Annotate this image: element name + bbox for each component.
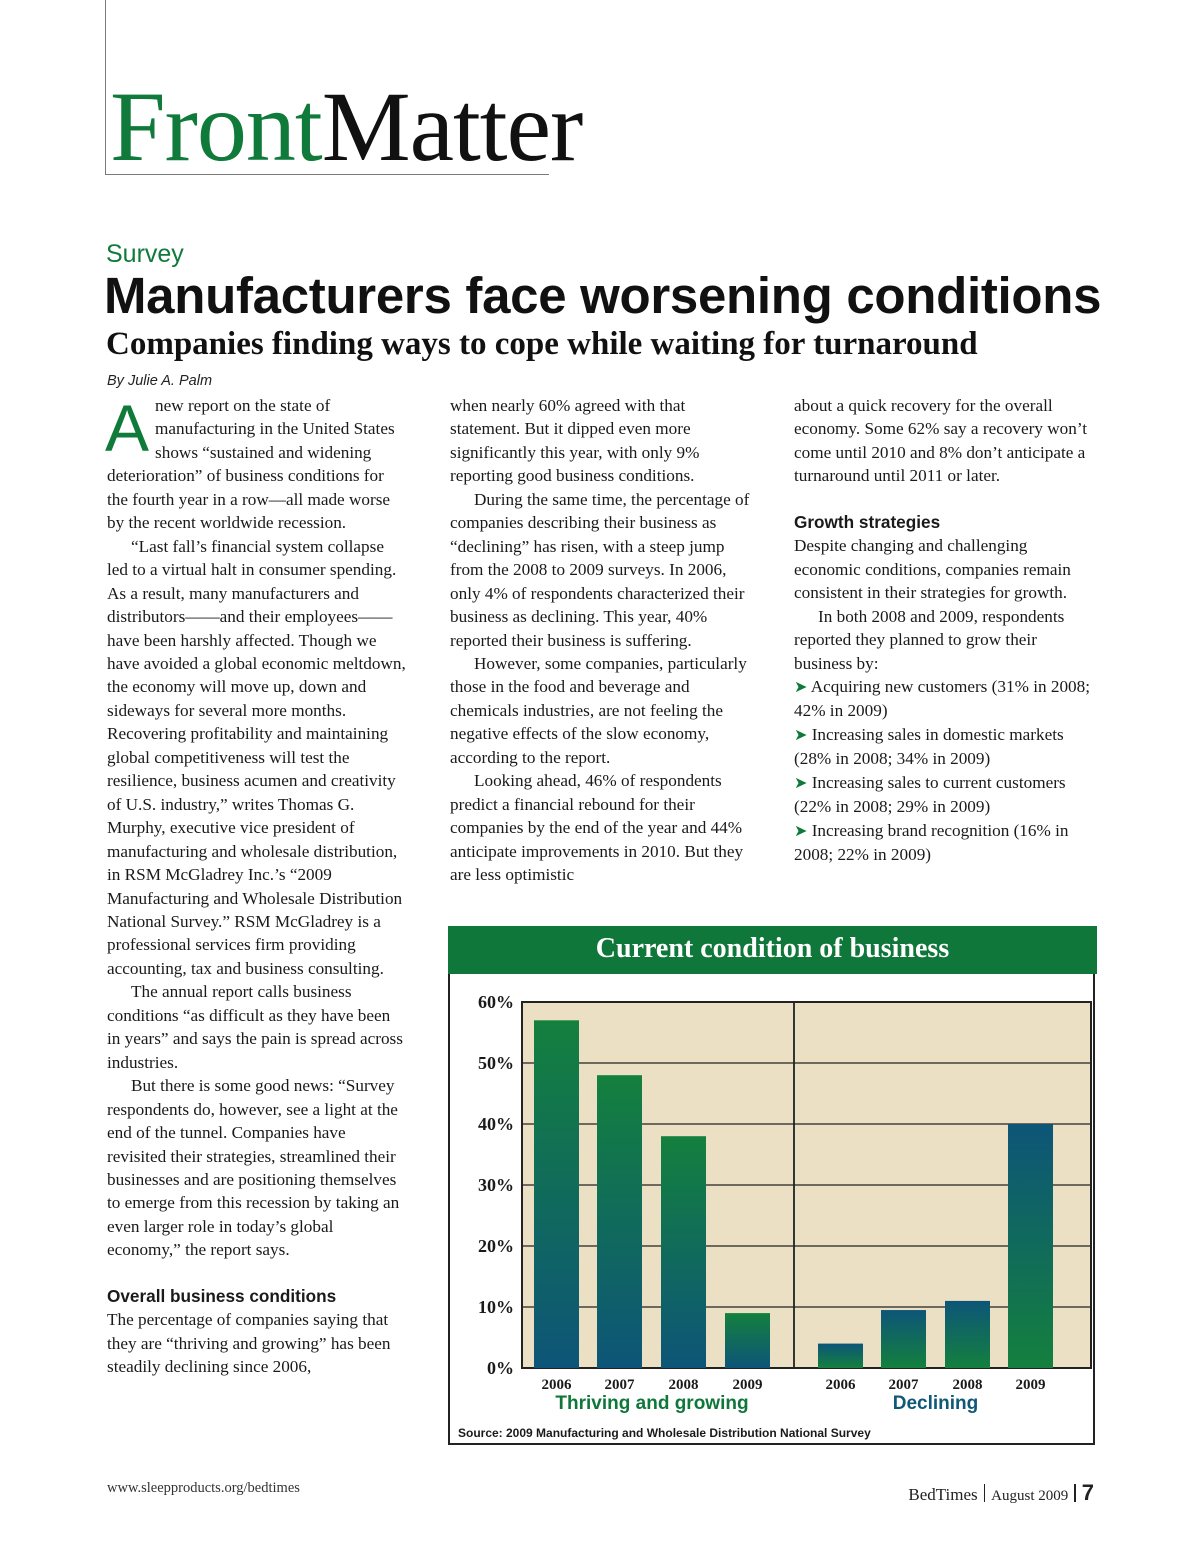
y-tick-label: 30% — [478, 1175, 514, 1195]
chart-source: Source: 2009 Manufacturing and Wholesale Distribution National Survey — [458, 1426, 871, 1440]
article-column-2 — [450, 394, 755, 887]
bullet-item — [794, 675, 1094, 723]
article-deck: Companies finding ways to cope while waiting for turnaround — [106, 326, 978, 362]
bar-2007 — [881, 1310, 926, 1368]
paragraph: “Last fall’s financial system collapse led to a virtual halt in consumer spending. As a result, many manufacturers and distributors——and their employees——have been harshly affected. Though we have avoided a global economic meltdown, the economy will move up, down and sideways for several more months. Recovering profitability and maintaining global competitiveness will test the resilience, business acumen and creativity of U.S. industry,” writes Thomas G. Murphy, executive vice president of manufacturing and wholesale distribution, in RSM McGladrey Inc.’s “2009 Manufacturing and Wholesale Distribution National Survey.” RSM McGladrey is a professional services firm providing accounting, tax and business consulting. — [107, 536, 406, 978]
paragraph: In both 2008 and 2009, respondents reported they planned to grow their business by: — [794, 606, 1065, 673]
bar-2008 — [661, 1136, 706, 1368]
article-kicker: Survey — [106, 240, 184, 268]
paragraph: The annual report calls business conditions “as difficult as they have been in years” and says the pain is spread across industries. — [107, 982, 403, 1072]
footer-url: www.sleepproducts.org/bedtimes — [107, 1480, 300, 1496]
x-tick-label: 2007 — [888, 1377, 919, 1393]
paragraph-text: new report on the state of manufacturing in the United States shows “sustained and widening deterioration” of business conditions for the fourth year in a row—all made worse by the recent worldwide recession. — [107, 396, 395, 533]
x-tick-label: 2007 — [604, 1377, 635, 1393]
chart-title: Current condition of business — [448, 926, 1097, 974]
paragraph: However, some companies, particularly those in the food and beverage and chemicals industries, are not feeling the negative effects of the slow economy, according to the report. — [450, 653, 747, 767]
paragraph: But there is some good news: “Survey respondents do, however, see a light at the end of the tunnel. Companies have revisited their strategies, streamlined their businesses and are positioning themselves to emerge from this recession by taking an even larger role in today’s global economy,” the report says. — [107, 1076, 400, 1260]
arrow-bullet-icon: ➤ — [794, 822, 808, 840]
page-number: 7 — [1081, 1480, 1094, 1505]
footer-issue: August 2009 — [991, 1488, 1069, 1504]
masthead-vertical-rule — [105, 0, 106, 175]
paragraph: Looking ahead, 46% of respondents predict a financial rebound for their companies by the end of the year and 44% anticipate improvements in 2010. But they are less optimistic — [450, 771, 744, 885]
x-tick-label: 2006 — [825, 1377, 856, 1393]
x-tick-label: 2009 — [732, 1377, 763, 1393]
bar-2006 — [534, 1020, 579, 1368]
x-tick-label: 2008 — [952, 1377, 983, 1393]
article-column-1 — [105, 391, 407, 1379]
bullet-item — [794, 723, 1094, 771]
paragraph — [105, 391, 407, 535]
arrow-bullet-icon: ➤ — [794, 774, 808, 792]
paragraph: Despite changing and challenging economic conditions, companies remain consistent in their strategies for growth. — [794, 536, 1071, 603]
folio-divider — [984, 1484, 986, 1502]
paragraph: The percentage of companies saying that they are “thriving and growing” has been steadily declining since 2006, — [107, 1310, 391, 1377]
y-tick-label: 10% — [478, 1297, 514, 1317]
folio-divider — [1074, 1484, 1076, 1502]
arrow-bullet-icon: ➤ — [794, 726, 808, 744]
footer-publication: BedTimes — [908, 1485, 978, 1504]
paragraph: During the same time, the percentage of companies describing their business as “declining” has risen, with a steep jump from the 2008 to 2009 surveys. In 2006, only 4% of respondents characterized their business as declining. This year, 40% reported their business is suffering. — [450, 489, 750, 650]
group-label: Thriving and growing — [555, 1393, 749, 1414]
bullet-text: Increasing sales in domestic markets (28% in 2008; 34% in 2009) — [794, 724, 1064, 769]
footer-folio — [908, 1480, 1094, 1506]
bar-2009 — [1008, 1124, 1053, 1368]
bullet-item — [794, 819, 1094, 867]
bar-2008 — [945, 1301, 990, 1368]
y-tick-label: 60% — [478, 992, 514, 1012]
article-headline: Manufacturers face worsening conditions — [104, 267, 1102, 324]
drop-cap: A — [105, 391, 150, 465]
x-tick-label: 2008 — [668, 1377, 699, 1393]
chart-box — [448, 926, 1095, 1445]
bar-2009 — [725, 1313, 770, 1368]
arrow-bullet-icon: ➤ — [794, 678, 808, 696]
bullet-text: Increasing sales to current customers (22% in 2008; 29% in 2009) — [794, 772, 1066, 817]
masthead-front: Front — [110, 71, 322, 182]
bullet-item — [794, 771, 1094, 819]
x-tick-label: 2006 — [541, 1377, 572, 1393]
bullet-text: Acquiring new customers (31% in 2008; 42% in 2009) — [794, 676, 1091, 721]
paragraph: about a quick recovery for the overall economy. Some 62% say a recovery won’t come until 2010 and 8% don’t anticipate a turnaround until 2011 or later. — [794, 396, 1088, 486]
y-tick-label: 50% — [478, 1053, 514, 1073]
y-tick-label: 0% — [487, 1358, 514, 1378]
bullet-text: Increasing brand recognition (16% in 2008; 22% in 2009) — [794, 820, 1069, 865]
section-heading: Growth strategies — [794, 511, 941, 532]
article-byline: By Julie A. Palm — [107, 373, 213, 389]
paragraph: when nearly 60% agreed with that statement. But it dipped even more significantly this year, with only 9% reporting good business conditions. — [450, 396, 700, 486]
masthead-matter: Matter — [321, 71, 583, 182]
group-label: Declining — [892, 1393, 979, 1414]
bar-2007 — [597, 1075, 642, 1368]
y-tick-label: 20% — [478, 1236, 514, 1256]
x-tick-label: 2009 — [1015, 1377, 1046, 1393]
y-tick-label: 40% — [478, 1114, 514, 1134]
bar-chart — [450, 928, 1097, 1447]
section-heading: Overall business conditions — [107, 1285, 337, 1306]
article-column-3 — [794, 394, 1094, 867]
bar-2006 — [818, 1344, 863, 1368]
section-masthead — [110, 72, 582, 182]
